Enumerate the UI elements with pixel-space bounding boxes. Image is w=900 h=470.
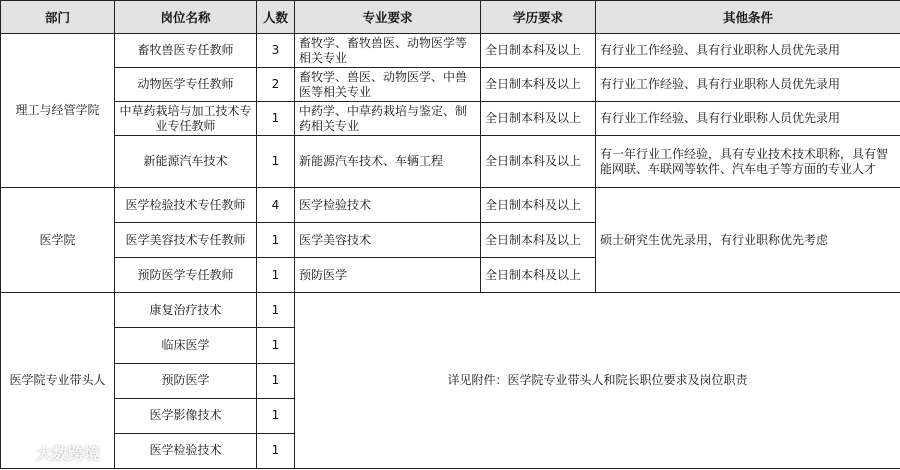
major-cell: 医学美容技术: [295, 223, 481, 258]
major-cell: 中药学、中草药栽培与鉴定、制药相关专业: [295, 102, 481, 136]
education-cell: 全日制本科及以上: [481, 102, 596, 136]
other-shared-cell: 硕士研究生优先录用，有行业职称优先考虑: [596, 187, 900, 292]
position-cell: 预防医学: [115, 363, 257, 398]
department-cell: 医学院专业带头人: [1, 293, 115, 469]
count-cell: 3: [257, 34, 295, 68]
education-cell: 全日制本科及以上: [481, 258, 596, 293]
education-cell: 全日制本科及以上: [481, 68, 596, 102]
table-row: [1, 68, 900, 102]
header-major: 专业要求: [295, 1, 481, 34]
position-cell: 动物医学专任教师: [115, 68, 257, 102]
other-cell: 有一年行业工作经验，具有专业技术技术职称，具有智能网联、车联网等软件、汽车电子等方面的专业人才: [596, 136, 900, 188]
position-cell: 临床医学: [115, 328, 257, 363]
count-cell: 1: [257, 136, 295, 188]
position-cell: 康复治疗技术: [115, 293, 257, 328]
table-row: [1, 102, 900, 136]
major-cell: 医学检验技术: [295, 187, 481, 222]
position-cell: 畜牧兽医专任教师: [115, 34, 257, 68]
header-education: 学历要求: [481, 1, 596, 34]
position-cell: 新能源汽车技术: [115, 136, 257, 188]
education-cell: 全日制本科及以上: [481, 34, 596, 68]
other-cell: 有行业工作经验、具有行业职称人员优先录用: [596, 34, 900, 68]
count-cell: 4: [257, 187, 295, 222]
other-cell: 有行业工作经验、具有行业职称人员优先录用: [596, 102, 900, 136]
table-row: [1, 293, 900, 328]
position-cell: 医学美容技术专任教师: [115, 223, 257, 258]
count-cell: 1: [257, 223, 295, 258]
major-cell: 预防医学: [295, 258, 481, 293]
header-row: [1, 1, 900, 34]
other-cell: 有行业工作经验、具有行业职称人员优先录用: [596, 68, 900, 102]
count-cell: 1: [257, 363, 295, 398]
watermark-text: 大数跨境: [36, 444, 101, 463]
position-cell: 医学检验技术专任教师: [115, 187, 257, 222]
count-cell: 1: [257, 293, 295, 328]
count-cell: 1: [257, 328, 295, 363]
major-cell: 畜牧学、兽医、动物医学、中兽医等相关专业: [295, 68, 481, 102]
header-department: 部门: [1, 1, 115, 34]
education-cell: 全日制本科及以上: [481, 136, 596, 188]
education-cell: 全日制本科及以上: [481, 223, 596, 258]
major-cell: 畜牧学、畜牧兽医、动物医学等相关专业: [295, 34, 481, 68]
count-cell: 1: [257, 433, 295, 468]
department-cell: 理工与经管学院: [1, 34, 115, 188]
position-cell: 医学影像技术: [115, 398, 257, 433]
education-cell: 全日制本科及以上: [481, 187, 596, 222]
count-cell: 1: [257, 258, 295, 293]
position-cell: 中草药栽培与加工技术专业专任教师: [115, 102, 257, 136]
major-cell: 新能源汽车技术、车辆工程: [295, 136, 481, 188]
header-other: 其他条件: [596, 1, 900, 34]
count-cell: 2: [257, 68, 295, 102]
position-cell: 预防医学专任教师: [115, 258, 257, 293]
header-position: 岗位名称: [115, 1, 257, 34]
table-row: [1, 187, 900, 222]
position-cell: 医学检验技术: [115, 433, 257, 468]
count-cell: 1: [257, 102, 295, 136]
count-cell: 1: [257, 398, 295, 433]
header-count: 人数: [257, 1, 295, 34]
table-row: [1, 136, 900, 188]
table-row: [1, 34, 900, 68]
note-shared-cell: 详见附件：医学院专业带头人和院长职位要求及岗位职责: [295, 293, 900, 469]
department-cell: 医学院: [1, 187, 115, 292]
